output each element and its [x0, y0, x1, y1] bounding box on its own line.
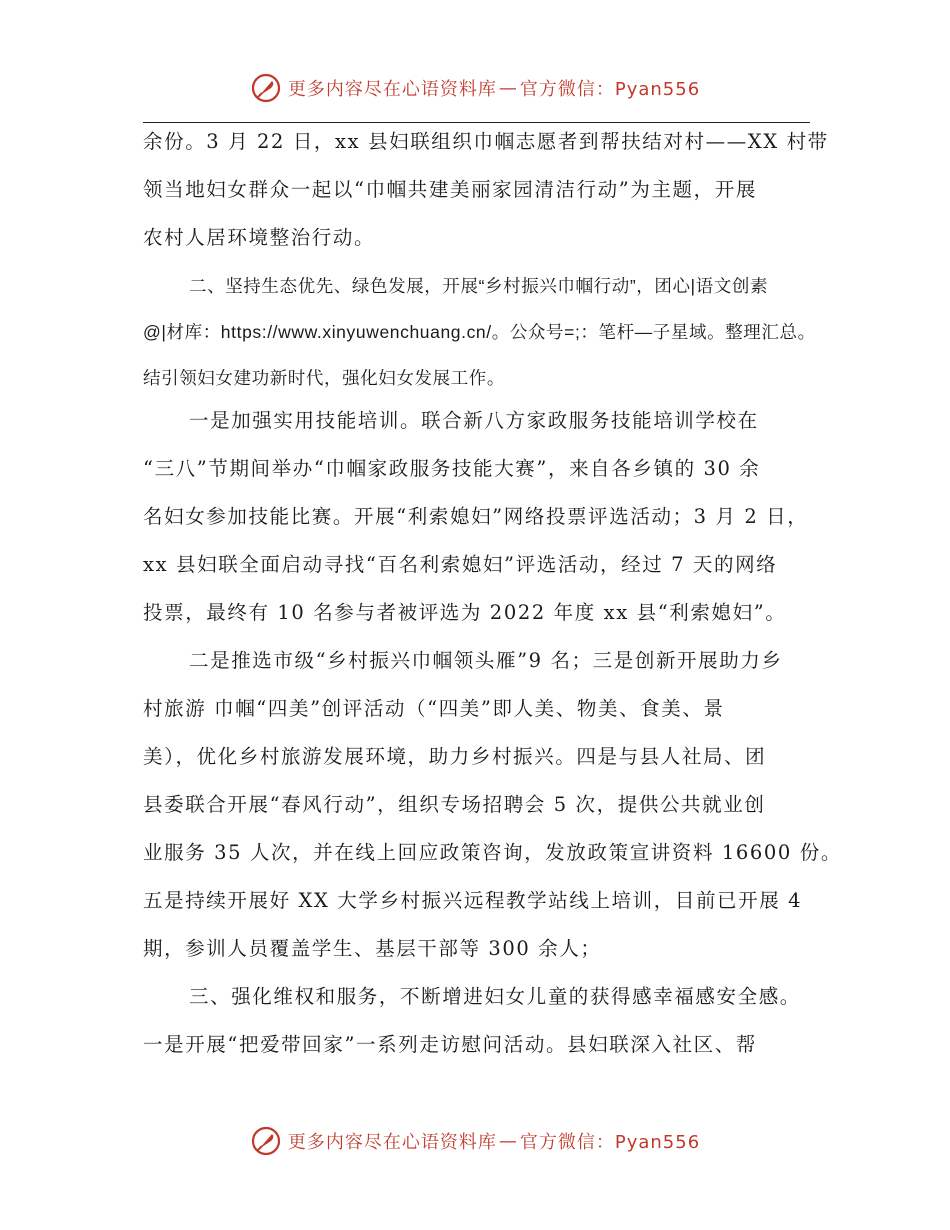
text-line: 五是持续开展好 XX 大学乡村振兴远程教学站线上培训，目前已开展 4	[143, 889, 803, 912]
banner-contact: 官方微信：Pyan556	[519, 79, 701, 100]
feather-pen-icon	[250, 1125, 282, 1157]
text-line: 一是加强实用技能培训。联合新八方家政服务技能培训学校在	[189, 409, 759, 432]
text-line: 结引领妇女建功新时代，强化妇女发展工作。	[143, 368, 505, 388]
text-line: “三八”节期间举办“巾帼家政服务技能大赛”，来自各乡镇的 30 余	[143, 457, 761, 480]
banner-text: 更多内容尽在心语资料库	[287, 1132, 497, 1153]
text-line: 名妇女参加技能比赛。开展“利索媳妇”网络投票评选活动；3 月 2 日，	[143, 505, 809, 528]
text-line: 投票，最终有 10 名参与者被评选为 2022 年度 xx 县“利索媳妇”。	[143, 601, 787, 624]
header-rule	[143, 122, 810, 123]
text-line: 余份。3 月 22 日，xx 县妇联组织巾帼志愿者到帮扶结对村——XX 村带	[143, 130, 829, 153]
text-line: 农村人居环境整治行动。	[143, 226, 376, 249]
text-line: 业服务 35 人次，并在线上回应政策咨询，发放政策宣讲资料 16600 份。	[143, 841, 842, 864]
text-line: 二、坚持生态优先、绿色发展，开展“乡村振兴巾帼行动”，团心|语文创素	[189, 276, 769, 296]
banner-contact: 官方微信：Pyan556	[519, 1132, 701, 1153]
text-line: @|材库：https://www.xinyuwenchuang.cn/。公众号=;：笔杆—子星域。整理汇总。	[143, 322, 816, 342]
header-banner	[0, 68, 950, 108]
text-line: 二是推选市级“乡村振兴巾帼领头雁”9 名；三是创新开展助力乡	[189, 649, 783, 672]
text-line: 领当地妇女群众一起以“巾帼共建美丽家园清洁行动”为主题，开展	[143, 178, 757, 201]
text-line: 三、强化维权和服务，不断增进妇女儿童的获得感幸福感安全感。	[189, 985, 801, 1008]
text-line: 村旅游 巾帼“四美”创评活动（“四美”即人美、物美、食美、景	[143, 697, 725, 720]
feather-pen-icon	[250, 72, 282, 104]
banner-dash: —	[498, 77, 518, 99]
text-line: 一是开展“把爱带回家”一系列走访慰问活动。县妇联深入社区、帮	[143, 1033, 757, 1056]
banner-text: 更多内容尽在心语资料库	[287, 79, 497, 100]
text-line: 县委联合开展“春风行动”，组织专场招聘会 5 次，提供公共就业创	[143, 793, 766, 816]
banner-dash: —	[498, 1130, 518, 1152]
footer-banner	[0, 1121, 950, 1161]
text-line: 美），优化乡村旅游发展环境，助力乡村振兴。四是与县人社局、团	[143, 745, 767, 768]
text-line: xx 县妇联全面启动寻找“百名利索媳妇”评选活动，经过 7 天的网络	[143, 553, 778, 576]
text-line: 期，参训人员覆盖学生、基层干部等 300 余人；	[143, 937, 602, 960]
